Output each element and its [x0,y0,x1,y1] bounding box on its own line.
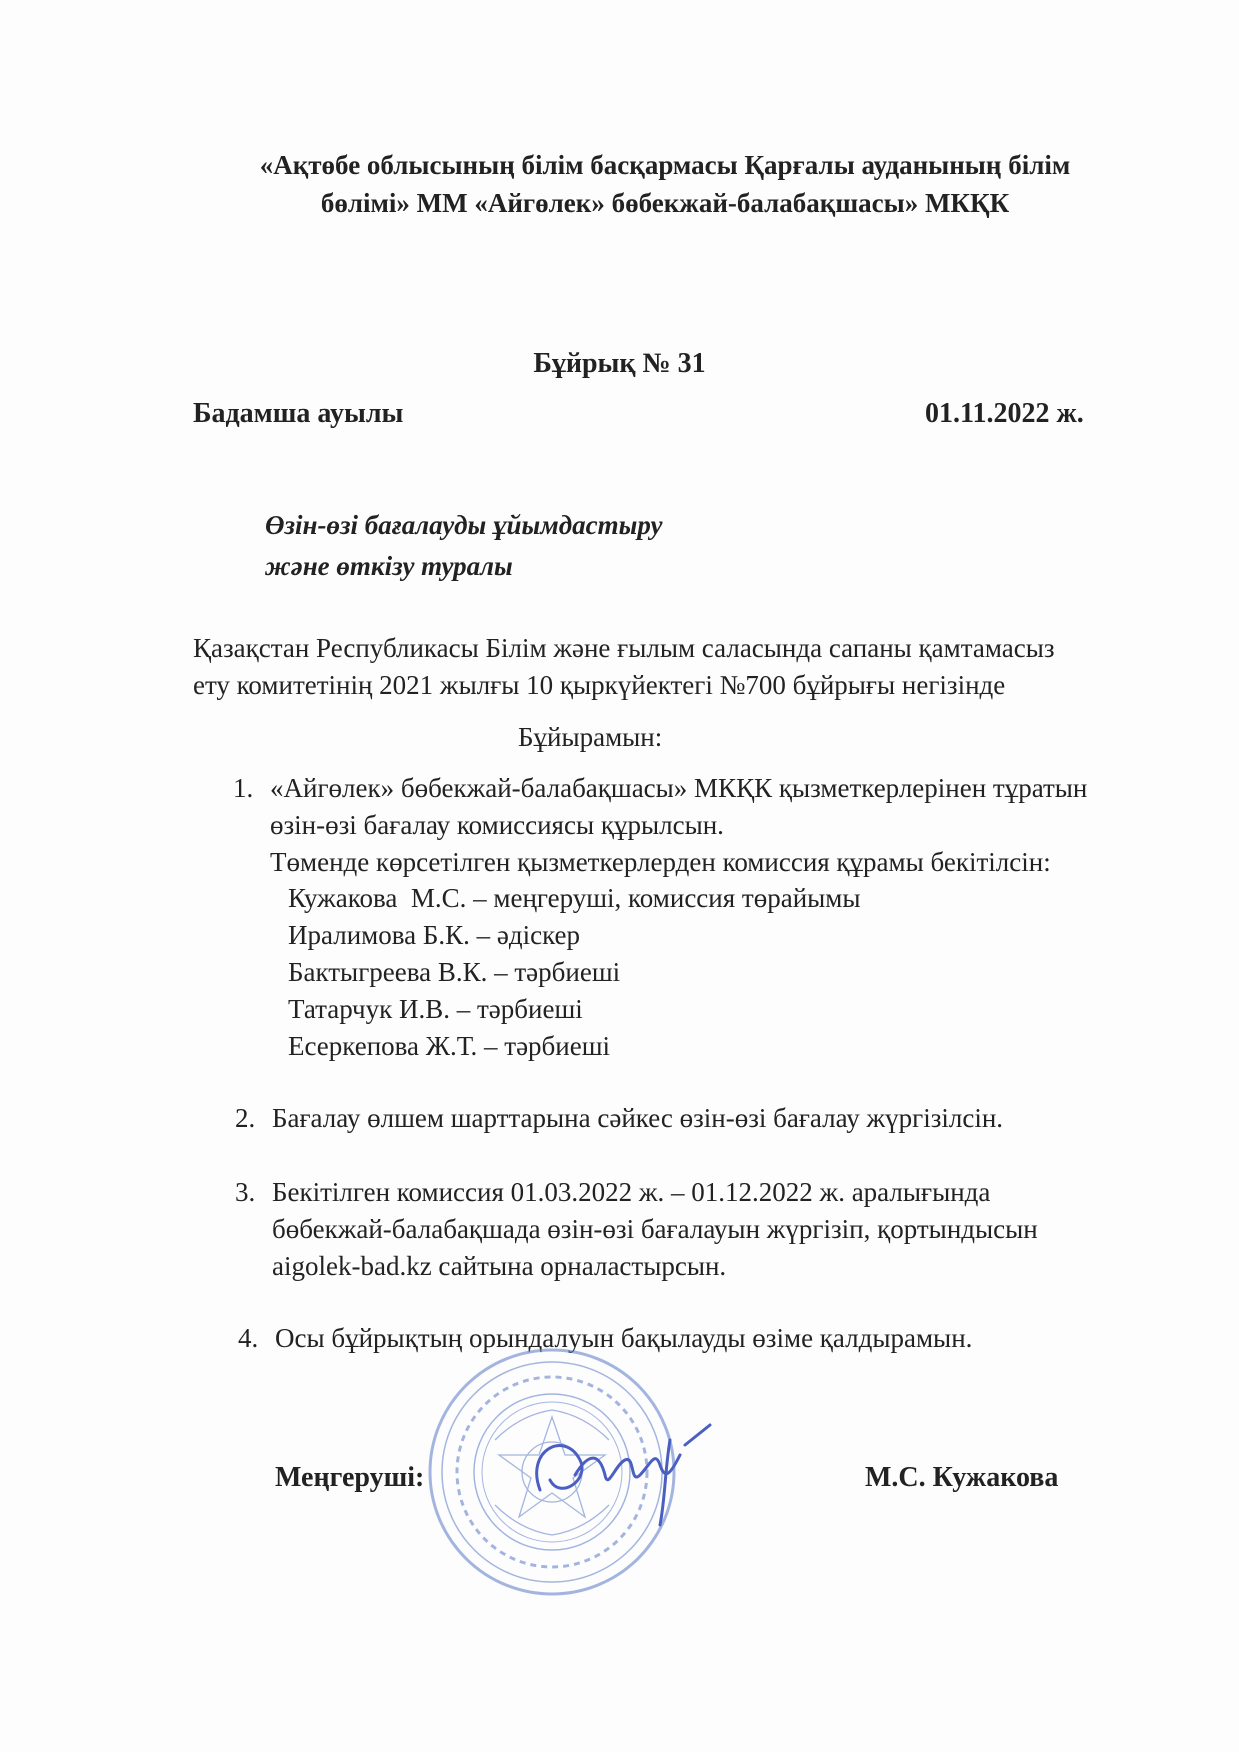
decree-word: Бұйырамын: [518,722,663,752]
order-basis [193,630,1123,704]
subject-line-1: Өзін-өзі бағалауды ұйымдастыру [265,510,663,540]
item-number: 4. [238,1323,259,1353]
item-number: 1. [233,773,254,803]
signature-title: Меңгеруші: [275,1462,425,1493]
subject-line-2: және өткізу туралы [265,551,513,581]
item-line: «Айгөлек» бөбекжай-балабақшасы» МКҚК қызметкерлерінен тұратын [270,773,1088,803]
item-line: өзін-өзі бағалау комиссиясы құрылсын. [270,810,724,840]
item-line: Бағалау өлшем шарттарына сәйкес өзін-өзі бағалау жүргізілсін. [272,1103,1004,1133]
member-row: Бактыгреева В.К. – тәрбиеші [288,957,621,987]
list-item [233,770,1170,881]
item-line: Бекітілген комиссия 01.03.2022 ж. – 01.12.2022 ж. аралығында [272,1177,991,1207]
order-title: Бұйрық № 31 [533,348,706,379]
basis-line-1: Қазақстан Республикасы Білім және ғылым саласында сапаны қамтамасыз [193,633,1055,663]
list-item [235,1100,1172,1137]
member-row: Есеркепова Ж.Т. – тәрбиеші [288,1031,611,1061]
item-line: Төменде көрсетілген қызметкерлерден комиссия құрамы бекітілсін: [270,847,1051,877]
order-subject [265,505,663,587]
item-number: 2. [235,1103,256,1133]
list-item [238,1320,1175,1357]
member-row: Татарчук И.В. – тәрбиеші [288,994,583,1024]
header-line-2: бөлімі» ММ «Айгөлек» бөбекжай-балабақшасы» МКҚК [320,188,1010,218]
item-line: aigolek-bad.kz сайтына орналастырсын. [272,1251,727,1281]
organization-header [200,146,1130,222]
commission-members [288,880,861,1065]
autograph-signature [520,1420,720,1530]
order-place: Бадамша ауылы [193,398,404,429]
header-line-1: «Ақтөбе облысының білім басқармасы Қарғалы ауданының білім [259,150,1071,180]
item-line: бөбекжай-балабақшада өзін-өзі бағалауын жүргізіп, қортындысын [272,1214,1038,1244]
list-item [235,1174,1172,1285]
item-line: Осы бұйрықтың орындалуын бақылауды өзіме қалдырамын. [275,1323,973,1353]
member-row: Иралимова Б.К. – әдіскер [288,920,581,950]
member-row: Кужакова М.С. – меңгеруші, комиссия төрайымы [288,883,861,913]
item-number: 3. [235,1177,256,1207]
signature-name: М.С. Кужакова [865,1462,1059,1493]
order-date: 01.11.2022 ж. [925,398,1084,429]
basis-line-2: ету комитетінің 2021 жылғы 10 қыркүйектегі №700 бұйрығы негізінде [193,670,1006,700]
